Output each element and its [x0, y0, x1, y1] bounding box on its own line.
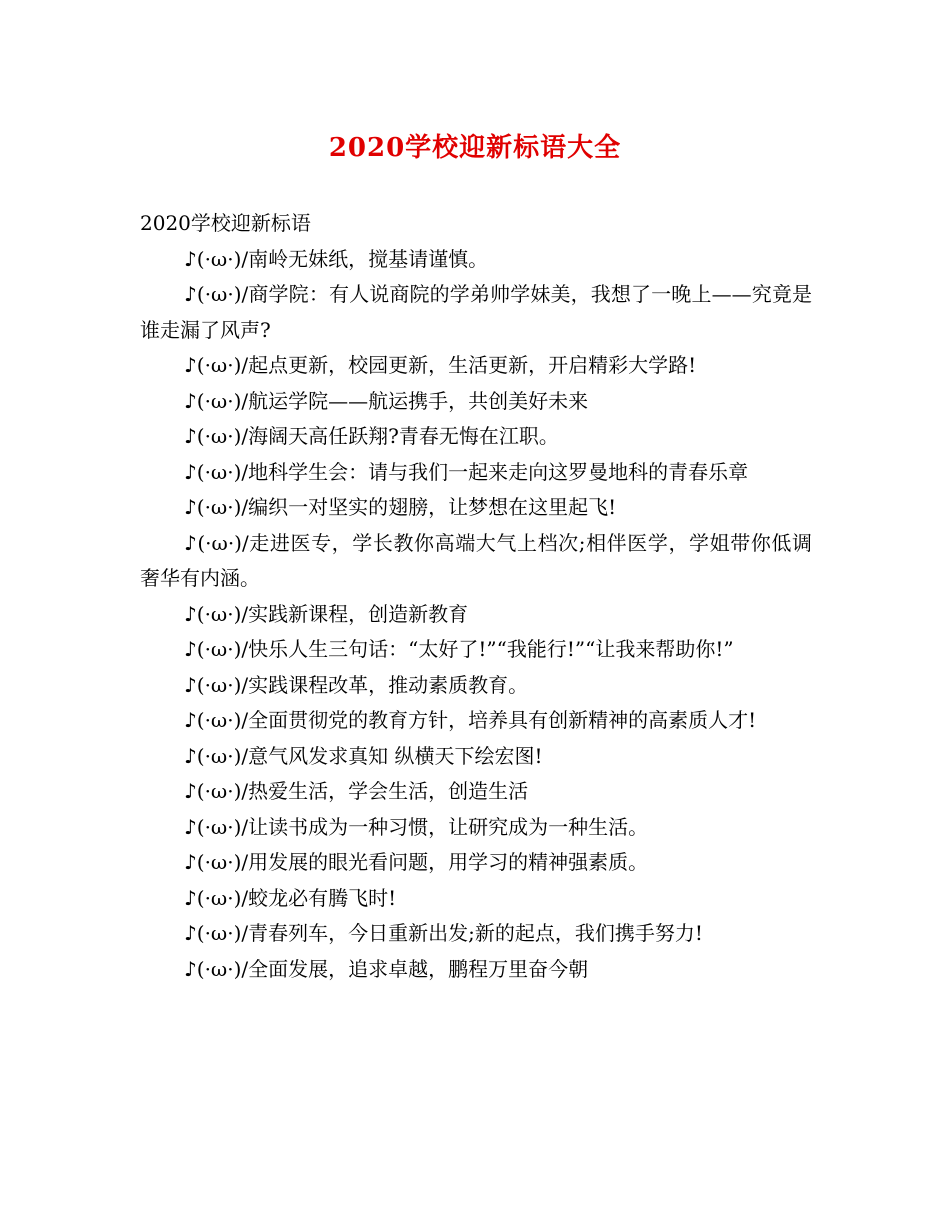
slogan-item: ♪(·ω·)/意气风发求真知 纵横天下绘宏图! [184, 743, 543, 768]
slogan-item: ♪(·ω·)/蛟龙必有腾飞时! [184, 885, 397, 910]
slogan-item: ♪(·ω·)/商学院：有人说商院的学弟帅学妹美，我想了一晚上——究竟是谁走漏了风声? [140, 282, 812, 342]
slogan-item: ♪(·ω·)/南岭无妹纸，搅基请谨慎。 [184, 246, 489, 271]
slogan-item: ♪(·ω·)/全面贯彻党的教育方针，培养具有创新精神的高素质人才! [184, 708, 757, 732]
slogan-item: ♪(·ω·)/让读书成为一种习惯，让研究成为一种生活。 [184, 814, 649, 839]
slogan-item: ♪(·ω·)/地科学生会：请与我们一起来走向这罗曼地科的青春乐章 [184, 459, 749, 484]
section-subtitle: 2020学校迎新标语 [140, 211, 311, 235]
slogan-item: ♪(·ω·)/编织一对坚实的翅膀，让梦想在这里起飞! [184, 495, 617, 519]
slogan-item: ♪(·ω·)/海阔天高任跃翔?青春无悔在江职。 [184, 424, 559, 448]
slogan-item: ♪(·ω·)/快乐人生三句话：“太好了!”“我能行!”“让我来帮助你!” [184, 637, 734, 661]
slogan-item: ♪(·ω·)/用发展的眼光看问题，用学习的精神强素质。 [184, 850, 649, 874]
document-title: 2020学校迎新标语大全 [328, 133, 622, 163]
slogan-item: ♪(·ω·)/全面发展，追求卓越，鹏程万里奋今朝 [184, 956, 589, 981]
slogan-item: ♪(·ω·)/航运学院——航运携手，共创美好未来 [184, 388, 589, 413]
slogan-item: ♪(·ω·)/热爱生活，学会生活，创造生活 [184, 779, 529, 803]
slogan-item: ♪(·ω·)/起点更新，校园更新，生活更新，开启精彩大学路! [184, 353, 697, 377]
slogan-item: ♪(·ω·)/青春列车，今日重新出发;新的起点，我们携手努力! [184, 921, 703, 945]
slogan-item: ♪(·ω·)/走进医专，学长教你高端大气上档次;相伴医学，学姐带你低调奢华有内涵。 [140, 530, 812, 590]
document-body [140, 206, 812, 987]
slogan-item: ♪(·ω·)/实践新课程，创造新教育 [184, 601, 469, 626]
slogan-item: ♪(·ω·)/实践课程改革，推动素质教育。 [184, 672, 529, 697]
